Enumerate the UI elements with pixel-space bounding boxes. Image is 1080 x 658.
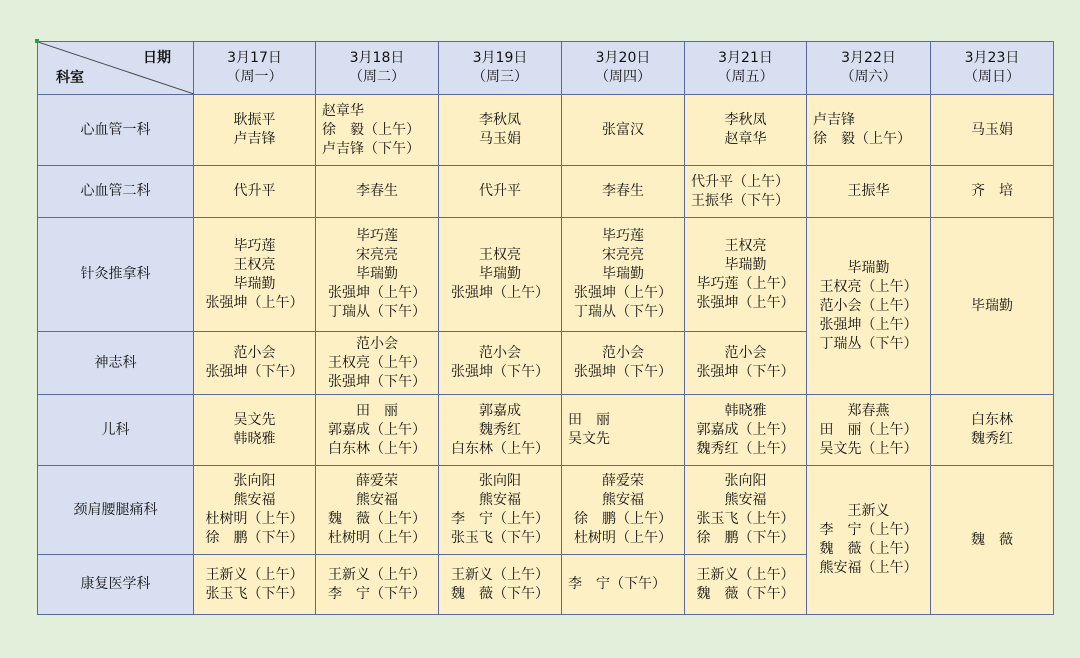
staff-entry: 郑春燕 [847,402,890,419]
staff-entry: 毕瑞勤 [479,266,521,282]
schedule-cell [439,555,562,615]
day-date: 3月17日 [227,50,282,66]
staff-entry: 张强坤（下午） [696,364,795,380]
staff-entry: 张强坤（下午） [451,364,549,380]
schedule-cell [807,95,931,166]
schedule-cell [194,466,316,555]
schedule-cell [439,466,562,555]
schedule-cell [931,466,1054,615]
corner-header-cell [38,42,194,95]
staff-entry: 丁瑞从（下午） [574,304,672,320]
staff-entry: 王新义（上午） [328,566,426,583]
staff-entry: 郭嘉成（上午） [328,421,426,438]
day-weekday: （周日） [964,69,1020,85]
staff-entry: 王权亮 [233,256,276,273]
day-weekday: （周五） [717,69,774,85]
department-axis-label: 科室 [56,70,84,86]
table-row [38,395,1054,466]
staff-entry: 张强坤（上午） [574,285,672,301]
staff-entry: 吴文先 [233,412,276,428]
schedule-cell [685,395,807,466]
day-weekday: （周二） [349,69,405,85]
schedule-cell [685,166,807,218]
date-axis-label: 日期 [143,50,171,66]
department-label: 心血管一科 [38,95,194,166]
schedule-cell [562,95,685,166]
staff-entry: 马玉娟 [971,121,1013,138]
staff-entry: 齐 培 [971,183,1013,199]
staff-entry: 徐 鹏（下午） [205,530,304,546]
staff-entry: 毕瑞勤 [233,275,276,292]
staff-entry: 杜树明（上午） [205,511,304,527]
schedule-cell [439,332,562,395]
staff-entry: 熊安福 [602,492,644,508]
schedule-cell [316,466,439,555]
staff-entry: 张强坤（上午） [696,294,795,311]
staff-entry: 毕巧莲 [233,237,276,254]
staff-entry: 熊安福 [356,492,398,508]
day-header [194,42,316,95]
schedule-cell [807,166,931,218]
staff-entry: 王权亮（上午） [328,354,426,371]
schedule-cell [439,166,562,218]
staff-entry: 张强坤（下午） [205,364,304,380]
department-label: 儿科 [38,395,194,466]
staff-entry: 田 丽 [356,402,398,419]
staff-entry: 李秋凤 [479,112,521,128]
staff-entry: 魏秀红 [479,421,521,438]
schedule-cell [316,95,439,166]
schedule-cell [194,555,316,615]
schedule-cell [685,332,807,395]
schedule-cell [931,95,1054,166]
schedule-cell [807,395,931,466]
staff-entry: 李 宁（下午） [568,576,666,592]
department-label: 针灸推拿科 [38,218,194,332]
staff-entry: 李 宁（上午） [819,522,918,538]
schedule-cell [562,555,685,615]
staff-entry: 卢吉锋 [233,131,276,147]
staff-entry: 韩晓雅 [724,402,767,419]
staff-entry: 王权亮 [724,237,767,254]
staff-entry: 范小会 [479,345,521,361]
staff-entry: 杜树明（上午） [328,530,426,546]
staff-entry: 范小会 [356,335,398,352]
table-row [38,166,1054,218]
day-weekday: （周六） [840,69,897,85]
staff-entry: 李秋凤 [724,112,767,128]
schedule-cell [194,332,316,395]
schedule-cell [194,395,316,466]
staff-entry: 张富汉 [602,121,644,138]
schedule-sheet [37,41,1053,613]
staff-entry: 赵章华 [322,102,364,119]
day-date: 3月22日 [841,50,896,66]
day-header [685,42,807,95]
staff-entry: 张向阳 [479,473,521,489]
schedule-cell [807,466,931,615]
schedule-cell [316,218,439,332]
department-label: 神志科 [38,332,194,395]
day-header [316,42,439,95]
day-weekday: （周四） [595,69,651,85]
day-date: 3月18日 [349,50,405,66]
day-date: 3月23日 [964,50,1020,66]
staff-entry: 吴文先 [568,431,610,447]
table-row [38,95,1054,166]
schedule-cell [316,166,439,218]
staff-entry: 毕瑞勤 [356,266,398,282]
department-label: 颈肩腰腿痛科 [38,466,194,555]
staff-entry: 张向阳 [724,473,767,489]
staff-entry: 王振华（下午） [691,192,789,209]
staff-entry: 毕巧莲（上午） [696,275,795,292]
staff-entry: 李 宁（上午） [451,511,549,527]
staff-entry: 李春生 [602,183,644,199]
staff-entry: 王新义 [847,503,890,519]
day-weekday: （周三） [472,69,528,85]
staff-entry: 赵章华 [724,131,767,147]
staff-entry: 张强坤（上午） [451,285,549,301]
department-label: 康复医学科 [38,555,194,615]
staff-entry: 薛爱荣 [356,473,398,489]
schedule-cell [316,332,439,395]
day-header [439,42,562,95]
header-row [38,42,1054,95]
staff-entry: 张强坤（下午） [328,373,426,390]
staff-entry: 白东林 [971,412,1013,428]
staff-entry: 李 宁（下午） [328,585,426,602]
day-date: 3月21日 [718,50,773,66]
schedule-cell [685,466,807,555]
staff-entry: 代升平 [479,183,521,199]
table-row [38,218,1054,332]
staff-entry: 宋亮亮 [602,247,644,263]
staff-entry: 张强坤（下午） [574,364,672,380]
staff-entry: 卢吉锋（下午） [322,140,420,157]
staff-entry: 毕巧莲 [602,228,644,244]
staff-entry: 王新义（上午） [451,566,549,583]
staff-entry: 魏秀红（上午） [696,440,795,457]
schedule-cell [685,95,807,166]
staff-entry: 郭嘉成 [479,402,521,419]
staff-entry: 丁瑞丛（下午） [819,335,918,352]
staff-entry: 魏 薇（下午） [451,585,549,602]
day-header [807,42,931,95]
staff-entry: 王权亮（上午） [819,278,918,295]
staff-entry: 张强坤（上午） [205,294,304,311]
staff-entry: 薛爱荣 [602,473,644,489]
day-date: 3月20日 [595,50,651,66]
staff-entry: 魏秀红 [971,431,1013,447]
schedule-cell [685,555,807,615]
staff-entry: 魏 薇（下午） [696,585,795,602]
schedule-cell [316,395,439,466]
staff-entry: 徐 毅（上午） [813,131,911,147]
staff-entry: 张玉飞（上午） [696,511,795,527]
staff-entry: 张玉飞（下午） [205,585,304,602]
schedule-cell [194,166,316,218]
staff-entry: 魏 薇（上午） [328,511,426,527]
staff-entry: 范小会 [233,345,276,361]
table-row [38,466,1054,555]
staff-entry: 范小会 [724,345,767,361]
schedule-cell [562,166,685,218]
schedule-cell [194,218,316,332]
staff-entry: 卢吉锋 [813,112,855,128]
staff-entry: 毕巧莲 [356,228,398,244]
staff-entry: 毕瑞勤 [847,259,890,276]
schedule-cell [439,218,562,332]
staff-entry: 吴文先（上午） [819,440,918,457]
staff-entry: 徐 毅（上午） [322,121,420,138]
staff-entry: 熊安福（上午） [819,560,918,576]
staff-entry: 熊安福 [724,492,767,508]
staff-entry: 徐 鹏（上午） [574,511,672,527]
schedule-cell [194,95,316,166]
staff-entry: 代升平 [233,183,276,199]
schedule-cell [562,395,685,466]
day-header [562,42,685,95]
staff-entry: 马玉娟 [479,131,521,147]
staff-entry: 杜树明（上午） [574,530,672,546]
staff-entry: 熊安福 [233,492,276,508]
schedule-cell [439,95,562,166]
staff-entry: 张强坤（上午） [819,316,918,333]
schedule-cell [931,395,1054,466]
staff-entry: 韩晓雅 [233,431,276,447]
schedule-cell [562,332,685,395]
staff-entry: 王新义（上午） [696,566,795,583]
staff-entry: 徐 鹏（下午） [696,530,795,546]
staff-entry: 范小会 [602,345,644,361]
staff-entry: 张玉飞（下午） [451,530,549,546]
staff-entry: 毕瑞勤 [602,266,644,282]
day-date: 3月19日 [472,50,528,66]
schedule-cell [931,166,1054,218]
staff-entry: 魏 薇 [971,531,1013,548]
staff-entry: 白东林（上午） [451,440,549,457]
staff-entry: 白东林（上午） [328,440,426,457]
staff-entry: 熊安福 [479,492,521,508]
schedule-cell [562,218,685,332]
staff-entry: 田 丽 [568,412,610,428]
staff-entry: 丁瑞从（下午） [328,304,426,320]
schedule-cell [316,555,439,615]
staff-entry: 代升平（上午） [691,173,789,190]
staff-entry: 毕瑞勤 [724,256,767,273]
day-weekday: （周一） [226,69,283,85]
schedule-cell [685,218,807,332]
day-header [931,42,1054,95]
staff-entry: 魏 薇（上午） [819,541,918,557]
staff-entry: 宋亮亮 [356,247,398,263]
staff-entry: 郭嘉成（上午） [696,421,795,438]
department-label: 心血管二科 [38,166,194,218]
duty-schedule-table [37,41,1054,615]
staff-entry: 张强坤（上午） [328,285,426,301]
staff-entry: 耿振平 [233,112,276,128]
staff-entry: 范小会（上午） [819,297,918,314]
staff-entry: 李春生 [356,183,398,199]
staff-entry: 王权亮 [479,247,521,263]
schedule-cell [931,218,1054,395]
staff-entry: 张向阳 [233,473,276,489]
schedule-cell [562,466,685,555]
staff-entry: 王振华 [847,183,890,199]
schedule-cell [807,218,931,395]
staff-entry: 田 丽（上午） [819,421,918,438]
staff-entry: 王新义（上午） [205,566,304,583]
staff-entry: 毕瑞勤 [971,297,1013,314]
schedule-cell [439,395,562,466]
